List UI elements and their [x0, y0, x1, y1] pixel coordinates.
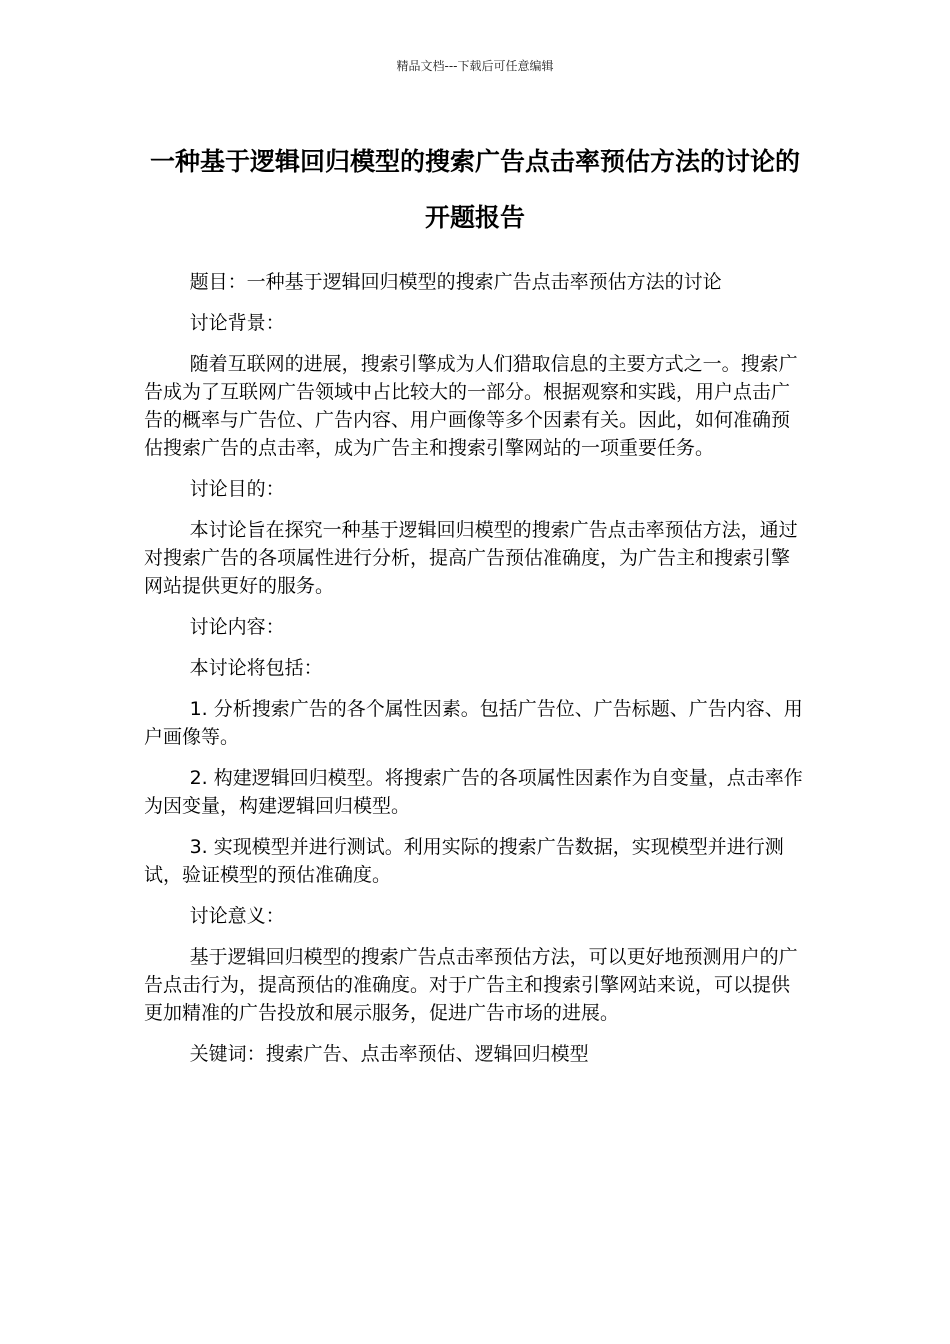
significance-paragraph: 基于逻辑回归模型的搜索广告点击率预估方法，可以更好地预测用户的广告点击行为，提高预估的准确度。对于广告主和搜索引擎网站来说，可以提供更加精准的广告投放和展示服务，促进广告市场的进展。: [144, 946, 798, 1024]
content-intro: 本讨论将包括：: [189, 657, 323, 679]
document-body: [144, 268, 804, 1081]
background-paragraph: 随着互联网的进展，搜索引擎成为人们猎取信息的主要方式之一。搜索广告成为了互联网广告领域中占比较大的一部分。根据观察和实践，用户点击广告的概率与广告位、广告内容、用户画像等多个因素有关。因此，如何准确预估搜索广告的点击率，成为广告主和搜索引擎网站的一项重要任务。: [144, 353, 798, 459]
background-heading: 讨论背景：: [189, 312, 285, 334]
content-item-3: 3. 实现模型并进行测试。利用实际的搜索广告数据，实现模型并进行测试，验证模型的预估准确度。: [144, 836, 784, 886]
content-heading: 讨论内容：: [189, 616, 285, 638]
content-item-2: 2. 构建逻辑回归模型。将搜索广告的各项属性因素作为自变量，点击率作为因变量，构建逻辑回归模型。: [144, 767, 803, 817]
purpose-heading: 讨论目的：: [189, 478, 285, 500]
document-title: 一种基于逻辑回归模型的搜索广告点击率预估方法的讨论的开题报告: [149, 147, 800, 232]
page-header-note: 精品文档---下载后可任意编辑: [396, 59, 554, 73]
content-item-1: 1. 分析搜索广告的各个属性因素。包括广告位、广告标题、广告内容、用户画像等。: [144, 698, 803, 748]
topic-line: 题目：一种基于逻辑回归模型的搜索广告点击率预估方法的讨论: [189, 271, 722, 293]
purpose-paragraph: 本讨论旨在探究一种基于逻辑回归模型的搜索广告点击率预估方法，通过对搜索广告的各项属性进行分析，提高广告预估准确度，为广告主和搜索引擎网站提供更好的服务。: [144, 519, 798, 597]
significance-heading: 讨论意义：: [189, 905, 285, 927]
keywords-line: 关键词：搜索广告、点击率预估、逻辑回归模型: [189, 1043, 589, 1065]
